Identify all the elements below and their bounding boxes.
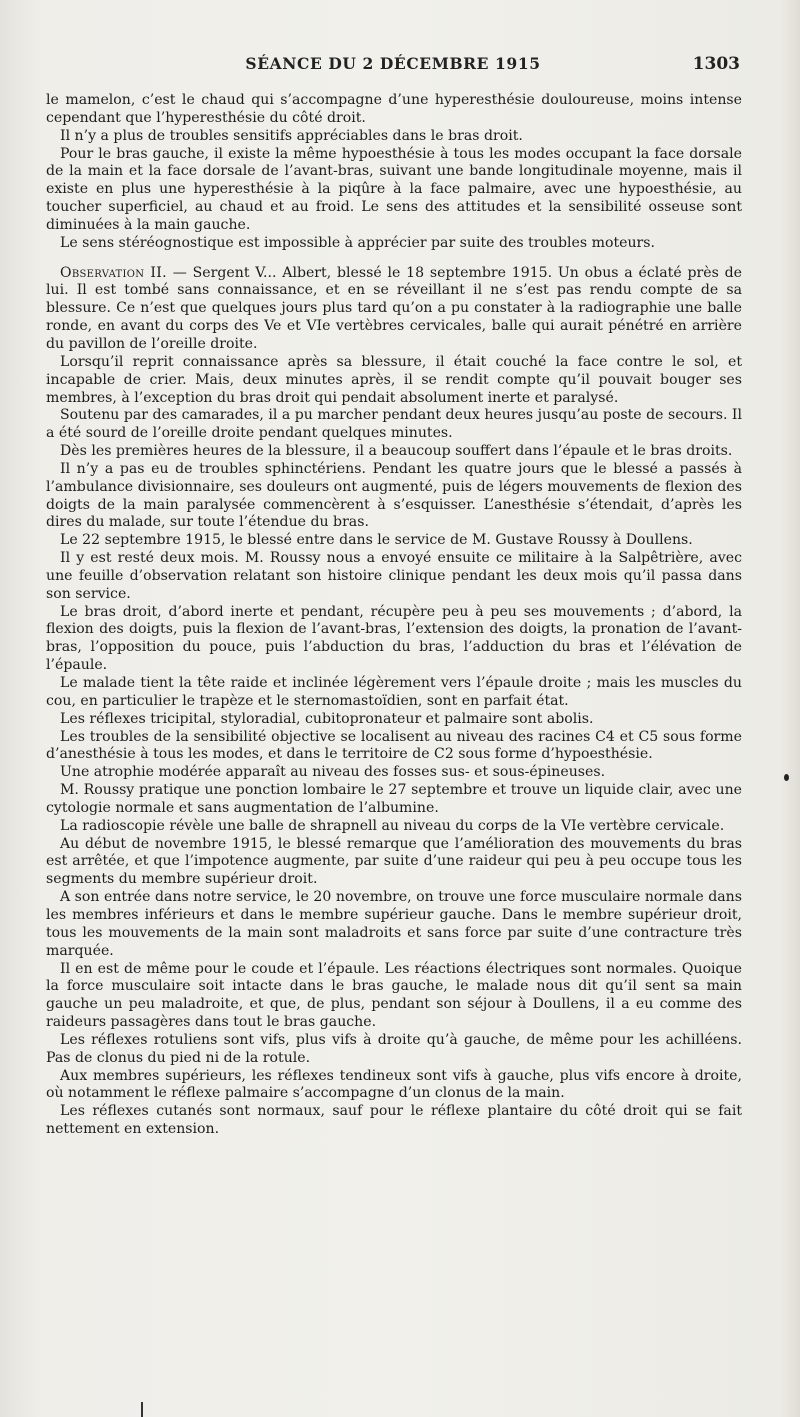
paragraph: La radioscopie révèle une balle de shrapnell au niveau du corps de la VIe vertèbre cervicale. xyxy=(60,817,725,834)
observation-intro: — Sergent V... Albert, blessé le 18 septembre 1915. Un obus a éclaté près de lui. Il est tombé sans connaissance, et en se réveillant il ne s’est pas rendu compte de sa blessure. Ce n’est que quelques jours plus tard qu’on a pu constater à la radiographie une balle ronde, en avant du corps des Ve et VIe vertèbres cervicales, balle qui aurait pénétré en arrière du pavillon de l’oreille droite. xyxy=(46,264,742,352)
body-text xyxy=(46,92,742,1139)
paragraph: Les troubles de la sensibilité objective se localisent au niveau des racines C4 et C5 sous forme d’anesthésie à tous les modes, et dans le territoire de C2 sous forme d’hypoesthésie. xyxy=(46,728,742,763)
running-title: SÉANCE DU 2 DÉCEMBRE 1915 xyxy=(245,54,541,73)
paragraph: Il y est resté deux mois. M. Roussy nous a envoyé ensuite ce militaire à la Salpêtrière, avec une feuille d’observation relatant son histoire clinique pendant les deux mois qu’il passa dans son service. xyxy=(46,550,742,602)
page-header xyxy=(46,54,740,80)
paragraph: Le bras droit, d’abord inerte et pendant, récupère peu à peu ses mouvements ; d’abord, la flexion des doigts, puis la flexion de l’avant-bras, l’extension des doigts, la pronation de l’avant-bras, l’opposition du pouce, puis l’abduction du bras, l’adduction du bras et l’élévation de l’épaule. xyxy=(46,603,742,674)
observation-label: Observation II. xyxy=(60,264,167,281)
page-number: 1303 xyxy=(692,54,740,74)
paragraph: Soutenu par des camarades, il a pu marcher pendant deux heures jusqu’au poste de secours. Il a été sourd de l’oreille droite pendant quelques minutes. xyxy=(46,407,742,442)
paragraph: A son entrée dans notre service, le 20 novembre, on trouve une force musculaire normale dans les membres inférieurs et dans le membre supérieur gauche. Dans le membre supérieur droit, tous les mouvements de la main sont maladroits et sans force par suite d’une contracture très marquée. xyxy=(46,889,742,959)
paragraph: M. Roussy pratique une ponction lombaire le 27 septembre et trouve un liquide clair, avec une cytologie normale et sans augmentation de l’albumine. xyxy=(46,782,742,816)
paragraph: Pour le bras gauche, il existe la même hypoesthésie à tous les modes occupant la face dorsale de la main et la face dorsale de l’avant-bras, suivant une bande longitudinale moyenne, mais il existe en plus une hyperesthésie à la piqûre à la face palmaire, avec une hypoesthésie, au toucher superficiel, au chaud et au froid. Le sens des attitudes et la sensibilité osseuse sont diminuées à la main gauche. xyxy=(46,145,742,233)
paragraph: Une atrophie modérée apparaît au niveau des fosses sus- et sous-épineuses. xyxy=(60,764,606,781)
paragraph: le mamelon, c’est le chaud qui s’accompagne d’une hyperesthésie douloureuse, moins intense cependant que l’hyperesthésie du côté droit. xyxy=(46,92,742,126)
paragraph: Aux membres supérieurs, les réflexes tendineux sont vifs à gauche, plus vifs encore à droite, où notamment le réflexe palmaire s’accompagne d’un clonus de la main. xyxy=(46,1067,742,1102)
paragraph: Le sens stéréognostique est impossible à apprécier par suite des troubles moteurs. xyxy=(60,234,655,251)
paragraph: Il en est de même pour le coude et l’épaule. Les réactions électriques sont normales. Quoique la force musculaire soit intacte dans le bras gauche, le malade nous dit qu’il sent sa main gauche un peu maladroite, et que, de plus, pendant son séjour à Doullens, il a eu comme des raideurs passagères dans tout le bras gauche. xyxy=(46,960,742,1031)
paragraph: Les réflexes tricipital, styloradial, cubitopronateur et palmaire sont abolis. xyxy=(60,710,594,727)
paragraph: Le 22 septembre 1915, le blessé entre dans le service de M. Gustave Roussy à Doullens. xyxy=(60,532,693,549)
paragraph: Les réflexes rotuliens sont vifs, plus vifs à droite qu’à gauche, de même pour les achilléens. Pas de clonus du pied ni de la rotule. xyxy=(46,1031,742,1066)
paragraph: Il n’y a pas eu de troubles sphinctériens. Pendant les quatre jours que le blessé a passés à l’ambulance divisionnaire, ses douleurs ont augmenté, puis de légers mouvements de flexion des doigts de la main paralysée commencèrent à s’esquisser. L’anesthésie s’étendait, d’après les dires du malade, sur toute l’étendue du bras. xyxy=(46,460,742,531)
paragraph: Les réflexes cutanés sont normaux, sauf pour le réflexe plantaire du côté droit qui se fait nettement en extension. xyxy=(46,1103,742,1138)
paragraph: Au début de novembre 1915, le blessé remarque que l’amélioration des mouvements du bras est arrêtée, et que l’impotence augmente, par suite d’une raideur qui peu à peu occupe tous les segments du membre supérieur droit. xyxy=(46,835,742,888)
scan-artifact-mark xyxy=(141,1402,143,1417)
margin-ink-dot xyxy=(784,774,789,781)
paragraph: Dès les premières heures de la blessure, il a beaucoup souffert dans l’épaule et le bras droits. xyxy=(60,443,733,460)
observation-heading-paragraph xyxy=(46,265,742,354)
paragraph: Le malade tient la tête raide et inclinée légèrement vers l’épaule droite ; mais les muscles du cou, en particulier le trapèze et le sternomastoïdien, sont en parfait état. xyxy=(46,675,742,709)
paragraph: Lorsqu’il reprit connaissance après sa blessure, il était couché la face contre le sol, et incapable de crier. Mais, deux minutes après, il se rendit compte qu’il pouvait bouger ses membres, à l’exception du bras droit qui pendait absolument inerte et paralysé. xyxy=(46,353,742,406)
paragraph: Il n’y a plus de troubles sensitifs appréciables dans le bras droit. xyxy=(60,127,523,144)
